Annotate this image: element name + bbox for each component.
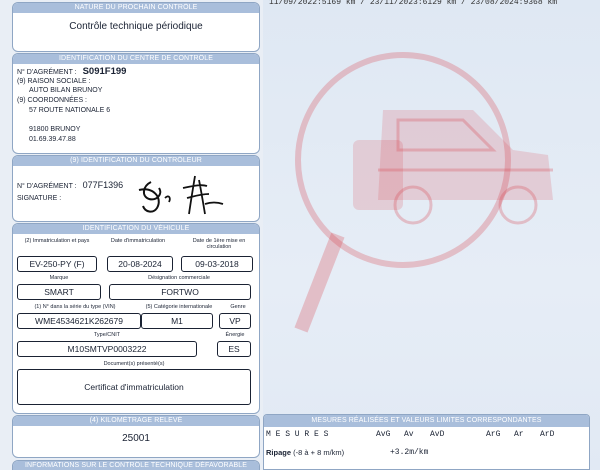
column-ar: Ar [514,430,524,439]
designation-field: FORTWO [109,284,251,300]
previous-readings-strip: 11/09/2022:5169 km / 23/11/2023:6129 km / 23/08/2024:9368 km [269,0,558,6]
mesures-columns-row [266,430,586,442]
address-line1: 57 ROUTE NATIONALE 6 [29,107,111,114]
controleur-agrement-value: 077F1396 [82,180,124,190]
documents-field: Certificat d'immatriculation [17,369,251,405]
marque-field: SMART [17,284,101,300]
controleur-agrement-label: N° D'AGRÉMENT : [17,183,77,190]
mesures-panel [263,414,590,470]
nature-value: Contrôle technique périodique [69,21,203,32]
column-ard: ArD [540,430,555,439]
signature-label: SIGNATURE : [17,195,62,202]
controleur-header: (9) IDENTIFICATION DU CONTRÔLEUR [13,156,259,166]
raison-sociale-value: AUTO BILAN BRUNOY [29,87,103,94]
categorie-caption: (5) Catégorie internationale [145,304,213,310]
energie-caption: Énergie [225,332,245,338]
type-caption: Type/CNIT [93,332,121,338]
vehicule-panel [12,223,260,414]
column-avg: AvG [376,430,391,439]
mesures-header: MESURES RÉALISÉES ET VALEURS LIMITES CORRESPONDANTES [264,415,589,427]
centre-panel [12,53,260,154]
controleur-agrement-row [17,180,123,190]
energie-field: ES [217,341,251,357]
kilometrage-header: (4) KILOMÉTRAGE RELEVÉ [13,416,259,426]
nature-header: NATURE DU PROCHAIN CONTRÔLE [13,3,259,13]
informations-panel [12,460,260,470]
designation-caption: Désignation commerciale [148,275,210,281]
centre-header: IDENTIFICATION DU CENTRE DE CONTRÔLE [13,54,259,64]
informations-header: INFORMATIONS SUR LE CONTRÔLE TECHNIQUE DÉFAVORABLE [13,461,259,470]
magnifier-car-watermark-icon [283,30,583,360]
date-circulation-caption: Date de 1ère mise en circulation [192,238,246,250]
documents-caption: Document(s) présenté(s) [103,361,165,367]
centre-agrement-row [17,66,126,77]
right-area [263,0,600,470]
vin-caption: (1) N° dans la série du type (VIN) [34,304,116,310]
handwritten-signature [135,168,230,220]
date-immat-caption: Date d'immatriculation [110,238,166,244]
ripage-limits: (-8 à + 8 m/km) [293,448,345,457]
date-immatriculation-field: 20-08-2024 [107,256,173,272]
centre-agrement-label: N° D'AGRÉMENT : [17,69,77,76]
ripage-value: +3.2m/km [390,448,429,457]
mesures-title: M E S U R E S [266,430,329,439]
coordonnees-label: (9) COORDONNÉES : [17,97,88,104]
column-avd: AvD [430,430,445,439]
kilometrage-value: 25001 [122,433,150,444]
phone-number: 01.69.39.47.88 [29,136,76,143]
categorie-field: M1 [141,313,213,329]
immatriculation-field: EV-250-PY (F) [17,256,97,272]
immat-caption: (2) Immatriculation et pays [24,238,90,244]
genre-field: VP [219,313,251,329]
centre-agrement-value: S091F199 [82,66,127,77]
date-circulation-field: 09-03-2018 [181,256,253,272]
address-line2: 91800 BRUNOY [29,126,81,133]
kilometrage-panel [12,415,260,458]
ripage-row [266,448,586,460]
controleur-panel [12,155,260,222]
genre-caption: Genre [230,304,246,310]
column-av: Av [404,430,414,439]
vehicule-header: IDENTIFICATION DU VÉHICULE [13,224,259,234]
nature-panel [12,2,260,52]
raison-sociale-label: (9) RAISON SOCIALE : [17,78,91,85]
type-cnit-field: M10SMTVP0003222 [17,341,197,357]
marque-caption: Marque [49,275,69,281]
column-arg: ArG [486,430,501,439]
ripage-label: Ripage [266,448,292,457]
vin-field: WME4534621K262679 [17,313,141,329]
